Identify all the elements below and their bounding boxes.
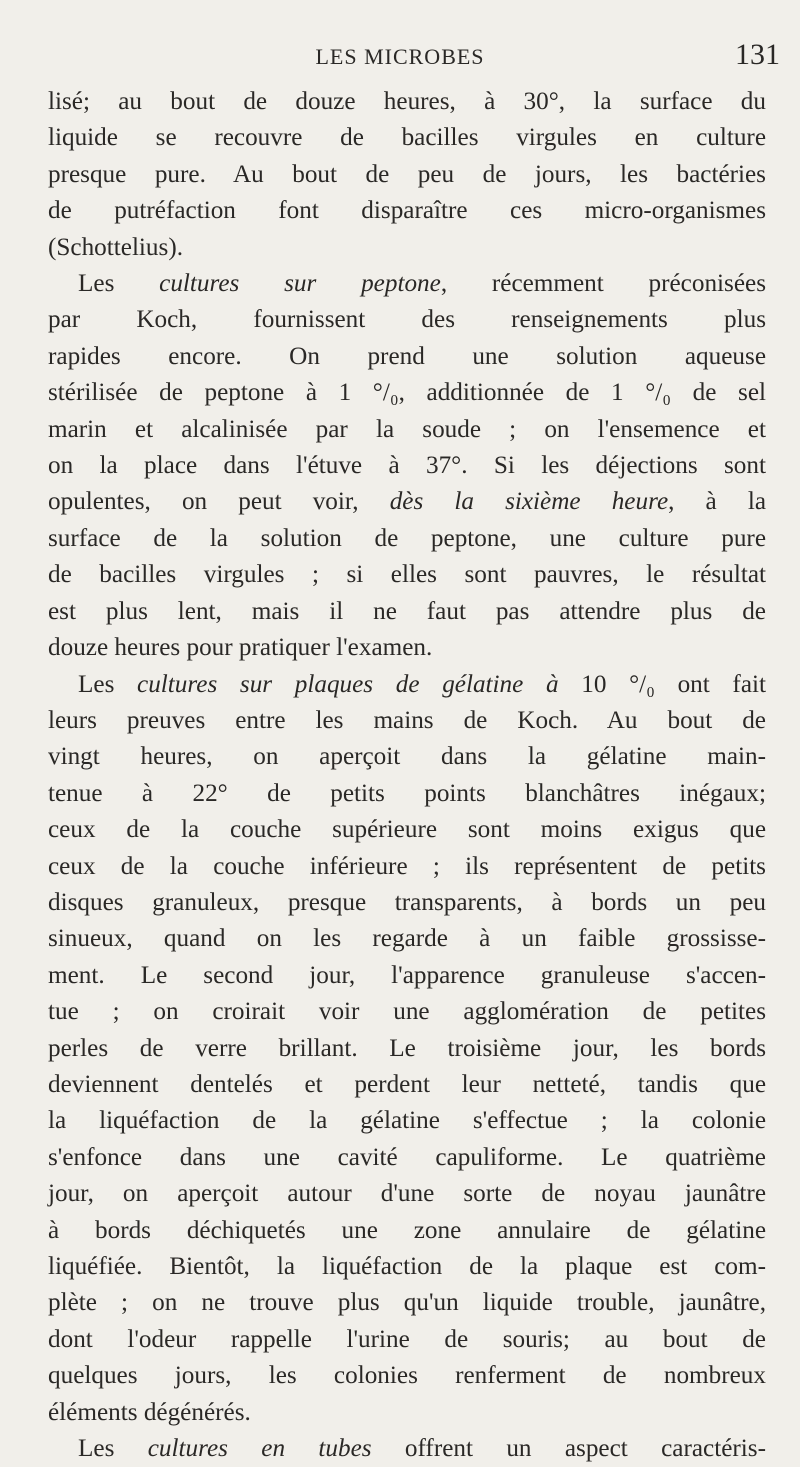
text-line: stérilisée de peptone à 1 °/₀, additionnée de 1 °/₀ de sel [48,379,766,407]
text-line: tenue à 22° de petits points blanchâtres inégaux; [48,779,766,807]
text-line: à bords déchiquetés une zone annulaire de gélatine [48,1216,766,1244]
text-line: rapides encore. On prend une solution aqueuse [48,342,766,370]
page-number: 131 [735,38,780,71]
text-line: plète ; on ne trouve plus qu'un liquide trouble, jaunâtre, [48,1289,766,1317]
text-line: marin et alcalinisée par la soude ; on l'ensemence et [48,415,766,443]
text-line [48,266,766,302]
text-line: la liquéfaction de la gélatine s'effectue ; la colonie [48,1107,766,1135]
text-run: , à la [668,488,766,516]
text-line: lisé; au bout de douze heures, à 30°, la surface du [48,88,766,115]
text-line: deviennent dentelés et perdent leur netteté, tandis que [48,1070,766,1098]
text-line: ceux de la couche supérieure sont moins exigus que [48,816,766,844]
italic-phrase: dès la sixième heure [389,488,669,516]
text-line: (Schottelius). [48,233,184,261]
page-header [0,38,800,78]
text-run: Les [78,670,138,698]
italic-phrase: cultures sur plaques de gélatine à [137,670,559,698]
text-line [48,667,766,703]
text-line [48,484,766,520]
text-line: s'enfonce dans une cavité capuliforme. Le quatrième [48,1143,766,1171]
running-head: LES MICROBES [315,44,485,69]
text-line: douze heures pour pratiquer l'examen. [48,634,433,662]
text-line: dont l'odeur rappelle l'urine de souris; au bout de [48,1325,766,1353]
text-line: on la place dans l'étuve à 37°. Si les déjections sont [48,452,766,480]
text-run: opulentes, on peut voir, [48,488,390,516]
text-line: leurs preuves entre les mains de Koch. Au bout de [48,706,766,734]
text-line: ment. Le second jour, l'apparence granuleuse s'accen- [48,961,766,989]
text-line: tue ; on croirait voir une agglomération de petites [48,998,766,1026]
italic-phrase: cultures sur peptone [159,270,441,298]
text-run: Les [78,270,160,298]
text-line [48,1431,766,1467]
text-line: de putréfaction font disparaître ces micro-organismes [48,197,766,225]
text-line: est plus lent, mais il ne faut pas attendre plus de [48,597,766,625]
text-line: éléments dégénérés. [48,1398,251,1426]
text-line: liquéfiée. Bientôt, la liquéfaction de la plaque est com- [48,1253,766,1280]
text-line: sinueux, quand on les regarde à un faible grossisse- [48,925,766,953]
text-line: vingt heures, on aperçoit dans la gélatine main- [48,743,766,771]
text-run: Les [78,1435,148,1463]
text-line: jour, on aperçoit autour d'une sorte de noyau jaunâtre [48,1180,766,1208]
text-line: perles de verre brillant. Le troisième jour, les bords [48,1034,766,1062]
text-line: ceux de la couche inférieure ; ils représentent de petits [48,852,766,880]
italic-phrase: cultures en tubes [147,1435,372,1463]
text-run: 10 °/₀ ont fait [558,670,766,698]
text-run: , récemment préconisées [440,270,767,298]
text-line: de bacilles virgules ; si elles sont pauvres, le résultat [48,561,766,589]
text-line: presque pure. Au bout de peu de jours, les bactéries [48,160,766,188]
text-run: offrent un aspect caractéris- [371,1435,766,1463]
text-line: par Koch, fournissent des renseignements plus [48,306,766,334]
text-line: liquide se recouvre de bacilles virgules en culture [48,124,766,152]
text-line: disques granuleux, presque transparents, à bords un peu [48,888,766,916]
text-line: quelques jours, les colonies renferment de nombreux [48,1362,766,1390]
text-line: surface de la solution de peptone, une culture pure [48,524,766,552]
body-text [48,84,766,1467]
